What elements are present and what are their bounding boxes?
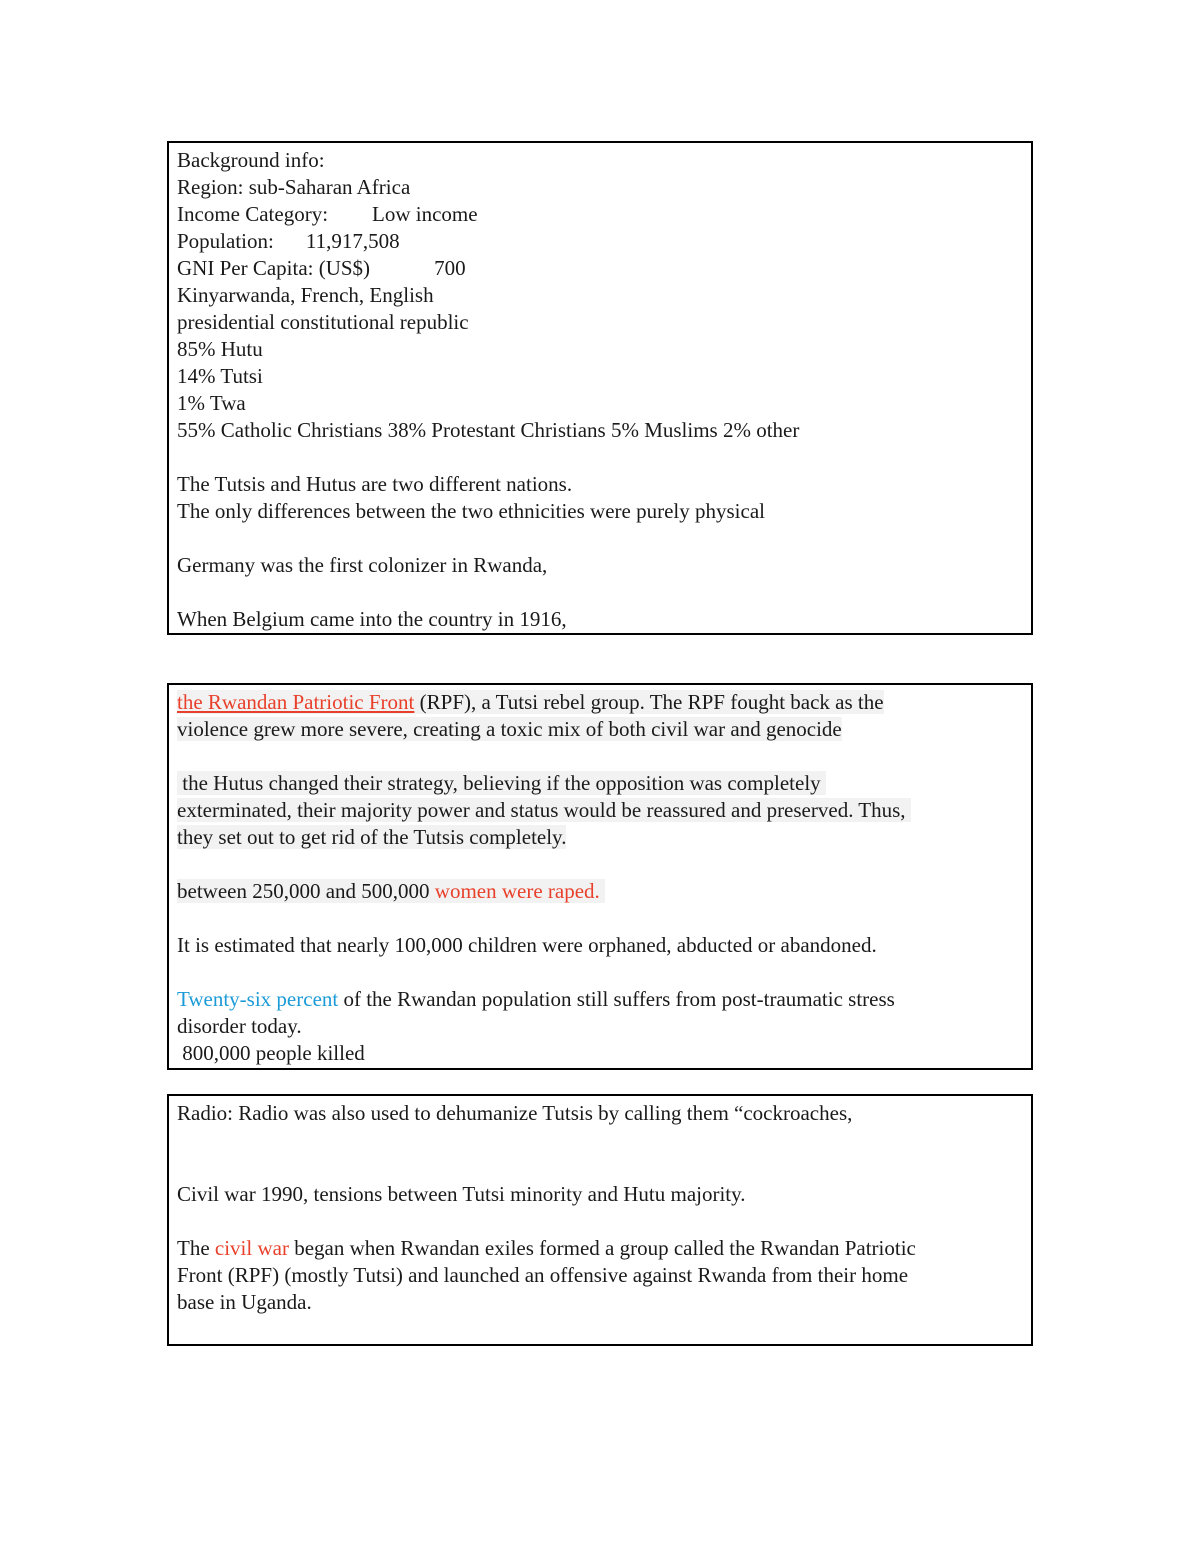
ptsd-line-1 <box>177 986 1023 1013</box>
civil-war-line-1 <box>177 1235 1023 1262</box>
population-label: Population: <box>177 229 274 253</box>
gni-value: 700 <box>434 256 466 280</box>
ptsd-rest: of the Rwandan population still suffers from post-traumatic stress <box>338 987 895 1011</box>
civil-war-line-2: Front (RPF) (mostly Tutsi) and launched an offensive against Rwanda from their home <box>177 1263 909 1287</box>
nations-line: The Tutsis and Hutus are two different nations. <box>177 472 573 496</box>
strategy-line-3 <box>177 824 1023 851</box>
differences-line: The only differences between the two ethnicities were purely physical <box>177 499 765 523</box>
strategy-line-2 <box>177 797 1023 824</box>
population-line <box>177 228 1023 255</box>
gni-label: GNI Per Capita: (US$) <box>177 256 371 280</box>
rpf-box <box>167 683 1033 1070</box>
civil-war-the: The <box>177 1236 215 1260</box>
income-label: Income Category: <box>177 202 329 226</box>
raped-highlight: women were raped. <box>434 879 606 903</box>
germany-line: Germany was the first colonizer in Rwanda, <box>177 553 548 577</box>
tutsi-line: 14% Tutsi <box>177 364 263 388</box>
region-line: Region: sub-Saharan Africa <box>177 175 411 199</box>
strategy-line-1 <box>177 770 1023 797</box>
strategy-text-2: exterminated, their majority power and status would be reassured and preserved. Thus, <box>177 798 911 822</box>
strategy-text-1: the Hutus changed their strategy, believing if the opposition was completely <box>177 771 826 795</box>
killed-line: 800,000 people killed <box>177 1041 365 1065</box>
rpf-link[interactable]: the Rwandan Patriotic Front <box>177 690 415 714</box>
strategy-text-3: they set out to get rid of the Tutsis completely. <box>177 825 567 849</box>
rpf-line-1 <box>177 689 1023 716</box>
religion-line: 55% Catholic Christians 38% Protestant Christians 5% Muslims 2% other <box>177 418 800 442</box>
civil-war-rest: began when Rwandan exiles formed a group called the Rwandan Patriotic <box>288 1236 916 1260</box>
background-info-box <box>167 141 1033 635</box>
income-value: Low income <box>372 202 478 226</box>
civil-war-1990-line: Civil war 1990, tensions between Tutsi minority and Hutu majority. <box>177 1182 746 1206</box>
hutu-line: 85% Hutu <box>177 337 263 361</box>
radio-box <box>167 1094 1033 1346</box>
population-value: 11,917,508 <box>305 229 400 253</box>
rpf-line-2-text: violence grew more severe, creating a toxic mix of both civil war and genocide <box>177 717 842 741</box>
background-heading: Background info: <box>177 148 325 172</box>
civil-war-highlight: civil war <box>214 1236 289 1260</box>
rpf-line-1-rest: (RPF), a Tutsi rebel group. The RPF fought back as the <box>414 690 884 714</box>
languages-line: Kinyarwanda, French, English <box>177 283 434 307</box>
raped-prefix: between 250,000 and 500,000 <box>177 879 435 903</box>
gni-line <box>177 255 1023 282</box>
orphans-line: It is estimated that nearly 100,000 children were orphaned, abducted or abandoned. <box>177 933 877 957</box>
government-line: presidential constitutional republic <box>177 310 469 334</box>
twa-line: 1% Twa <box>177 391 246 415</box>
raped-line <box>177 878 1023 905</box>
income-line <box>177 201 1023 228</box>
ptsd-line-2: disorder today. <box>177 1014 302 1038</box>
ptsd-highlight: Twenty-six percent <box>177 987 339 1011</box>
radio-line: Radio: Radio was also used to dehumanize Tutsis by calling them “cockroaches, <box>177 1101 853 1125</box>
rpf-line-2 <box>177 716 1023 743</box>
belgium-line: When Belgium came into the country in 1916, <box>177 607 567 631</box>
civil-war-line-3: base in Uganda. <box>177 1290 312 1314</box>
